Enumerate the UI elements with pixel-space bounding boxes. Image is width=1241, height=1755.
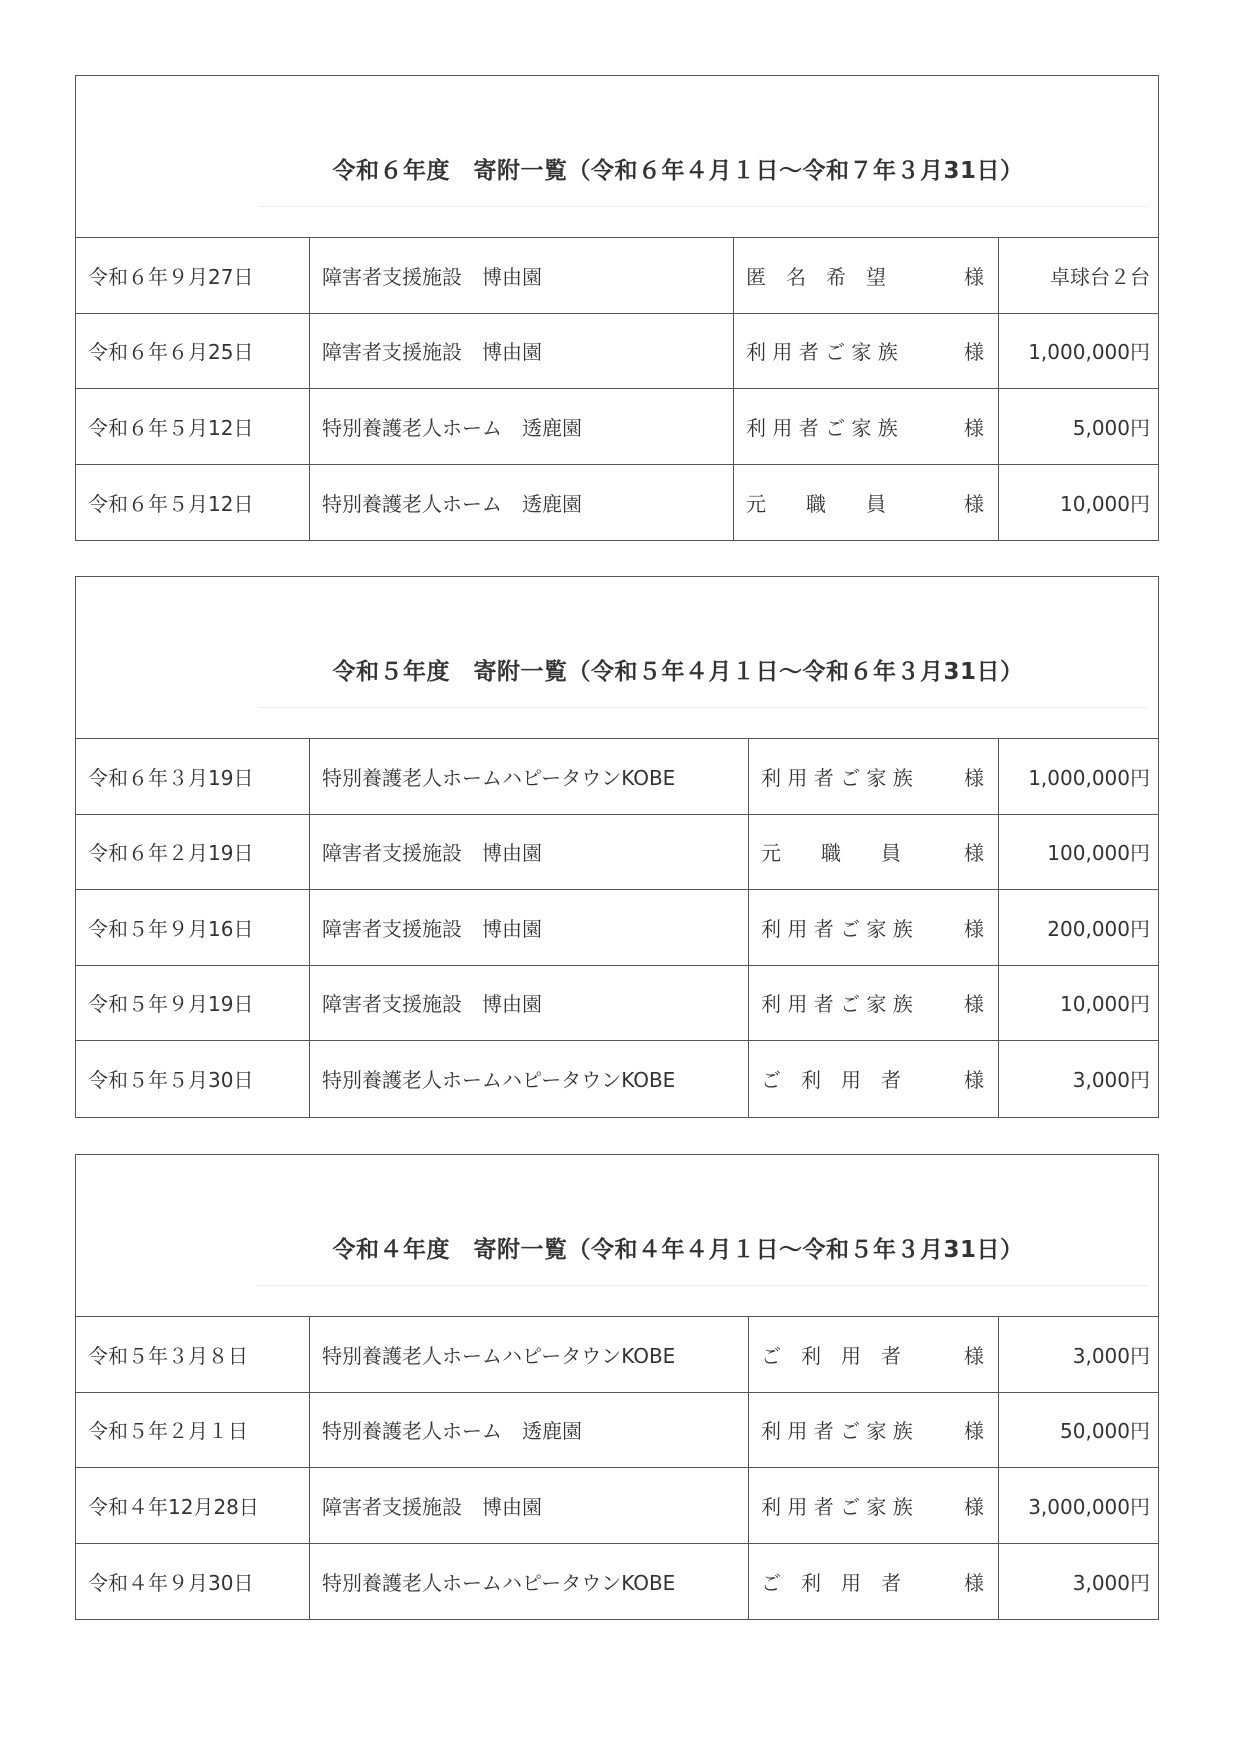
honorific: 様 xyxy=(964,491,984,516)
facility-name: 障害者支援施設 博由園 xyxy=(310,815,749,890)
facility-name: 特別養護老人ホームハピータウンKOBE xyxy=(310,1544,749,1620)
table-row xyxy=(76,314,1158,390)
table-row xyxy=(76,1544,1158,1620)
donation-date: 令和５年９月16日 xyxy=(76,890,310,965)
donation-table-r4 xyxy=(75,1154,1159,1620)
table-title: 令和６年度 寄附一覧（令和６年４月１日～令和７年３月31日） xyxy=(332,158,1024,184)
donor-cell xyxy=(749,815,999,890)
donation-amount: 3,000円 xyxy=(1072,1570,1150,1595)
donor-name: 利 用 者 ご 家 族 xyxy=(761,1494,913,1519)
facility-name: 障害者支援施設 博由園 xyxy=(310,238,734,313)
donation-date: 令和６年２月19日 xyxy=(76,815,310,890)
donor-cell xyxy=(734,314,999,389)
donation-date: 令和６年５月12日 xyxy=(76,465,310,541)
donation-date: 令和５年５月30日 xyxy=(76,1041,310,1117)
table-row xyxy=(76,238,1158,314)
donor-name: 利 用 者 ご 家 族 xyxy=(761,765,913,790)
table-row xyxy=(76,739,1158,815)
donor-name: ご 利 用 者 xyxy=(761,1343,901,1368)
donation-amount: 100,000円 xyxy=(1047,841,1150,866)
table-row xyxy=(76,1317,1158,1393)
honorific: 様 xyxy=(964,340,984,365)
table-row xyxy=(76,890,1158,966)
facility-name: 障害者支援施設 博由園 xyxy=(310,890,749,965)
donation-table-r5 xyxy=(75,576,1159,1118)
donor-cell xyxy=(749,1544,999,1620)
facility-name: 特別養護老人ホームハピータウンKOBE xyxy=(310,1317,749,1392)
donation-date: 令和５年３月８日 xyxy=(76,1317,310,1392)
donor-cell xyxy=(734,389,999,464)
donor-name: 元 職 員 xyxy=(746,491,886,516)
honorific: 様 xyxy=(964,1494,984,1519)
honorific: 様 xyxy=(964,765,984,790)
donor-cell xyxy=(734,465,999,541)
donation-date: 令和４年９月30日 xyxy=(76,1544,310,1620)
honorific: 様 xyxy=(964,415,984,440)
title-divider xyxy=(258,707,1148,708)
honorific: 様 xyxy=(964,1068,984,1093)
donor-cell xyxy=(749,1393,999,1468)
honorific: 様 xyxy=(964,916,984,941)
donor-name: 利 用 者 ご 家 族 xyxy=(746,415,898,440)
facility-name: 障害者支援施設 博由園 xyxy=(310,966,749,1041)
donation-date: 令和５年９月19日 xyxy=(76,966,310,1041)
donation-amount: 10,000円 xyxy=(1060,992,1150,1017)
facility-name: 特別養護老人ホーム 透鹿園 xyxy=(310,465,734,541)
donation-amount: 5,000円 xyxy=(1072,415,1150,440)
donor-cell xyxy=(749,1468,999,1543)
donor-name: ご 利 用 者 xyxy=(761,1068,901,1093)
donor-cell xyxy=(734,238,999,313)
table-header xyxy=(76,76,1158,238)
facility-name: 特別養護老人ホーム 透鹿園 xyxy=(310,1393,749,1468)
title-divider xyxy=(258,206,1148,207)
donation-amount: 1,000,000円 xyxy=(1028,765,1150,790)
table-row xyxy=(76,1393,1158,1469)
donation-table-r6 xyxy=(75,75,1159,541)
table-row xyxy=(76,389,1158,465)
donation-date: 令和４年12月28日 xyxy=(76,1468,310,1543)
donor-name: 元 職 員 xyxy=(761,841,901,866)
donor-cell xyxy=(749,739,999,814)
donor-cell xyxy=(749,890,999,965)
table-row xyxy=(76,465,1158,541)
table-row xyxy=(76,1468,1158,1544)
donation-amount: 3,000,000円 xyxy=(1028,1494,1150,1519)
table-row xyxy=(76,1041,1158,1117)
donor-name: 利 用 者 ご 家 族 xyxy=(761,992,913,1017)
facility-name: 特別養護老人ホーム 透鹿園 xyxy=(310,389,734,464)
donor-name: ご 利 用 者 xyxy=(761,1570,901,1595)
donor-name: 利 用 者 ご 家 族 xyxy=(761,1419,913,1444)
honorific: 様 xyxy=(964,1343,984,1368)
donation-date: 令和６年３月19日 xyxy=(76,739,310,814)
donor-name: 利 用 者 ご 家 族 xyxy=(746,340,898,365)
donation-amount: 卓球台２台 xyxy=(1050,264,1150,289)
donation-date: 令和６年６月25日 xyxy=(76,314,310,389)
donor-cell xyxy=(749,1041,999,1117)
donor-name: 匿 名 希 望 xyxy=(746,264,886,289)
donation-date: 令和６年９月27日 xyxy=(76,238,310,313)
donation-amount: 50,000円 xyxy=(1060,1419,1150,1444)
facility-name: 障害者支援施設 博由園 xyxy=(310,1468,749,1543)
table-header xyxy=(76,1155,1158,1317)
donation-amount: 10,000円 xyxy=(1060,491,1150,516)
table-row xyxy=(76,966,1158,1042)
facility-name: 特別養護老人ホームハピータウンKOBE xyxy=(310,1041,749,1117)
donation-date: 令和５年２月１日 xyxy=(76,1393,310,1468)
donation-amount: 200,000円 xyxy=(1047,916,1150,941)
donor-cell xyxy=(749,1317,999,1392)
table-header xyxy=(76,577,1158,739)
honorific: 様 xyxy=(964,1419,984,1444)
table-title: 令和４年度 寄附一覧（令和４年４月１日～令和５年３月31日） xyxy=(332,1237,1024,1263)
donation-amount: 1,000,000円 xyxy=(1028,340,1150,365)
donation-amount: 3,000円 xyxy=(1072,1343,1150,1368)
donor-cell xyxy=(749,966,999,1041)
honorific: 様 xyxy=(964,1570,984,1595)
honorific: 様 xyxy=(964,841,984,866)
donor-name: 利 用 者 ご 家 族 xyxy=(761,916,913,941)
title-divider xyxy=(258,1285,1148,1286)
table-row xyxy=(76,815,1158,891)
donation-date: 令和６年５月12日 xyxy=(76,389,310,464)
honorific: 様 xyxy=(964,264,984,289)
facility-name: 障害者支援施設 博由園 xyxy=(310,314,734,389)
honorific: 様 xyxy=(964,992,984,1017)
donation-amount: 3,000円 xyxy=(1072,1068,1150,1093)
facility-name: 特別養護老人ホームハピータウンKOBE xyxy=(310,739,749,814)
table-title: 令和５年度 寄附一覧（令和５年４月１日～令和６年３月31日） xyxy=(332,659,1024,685)
